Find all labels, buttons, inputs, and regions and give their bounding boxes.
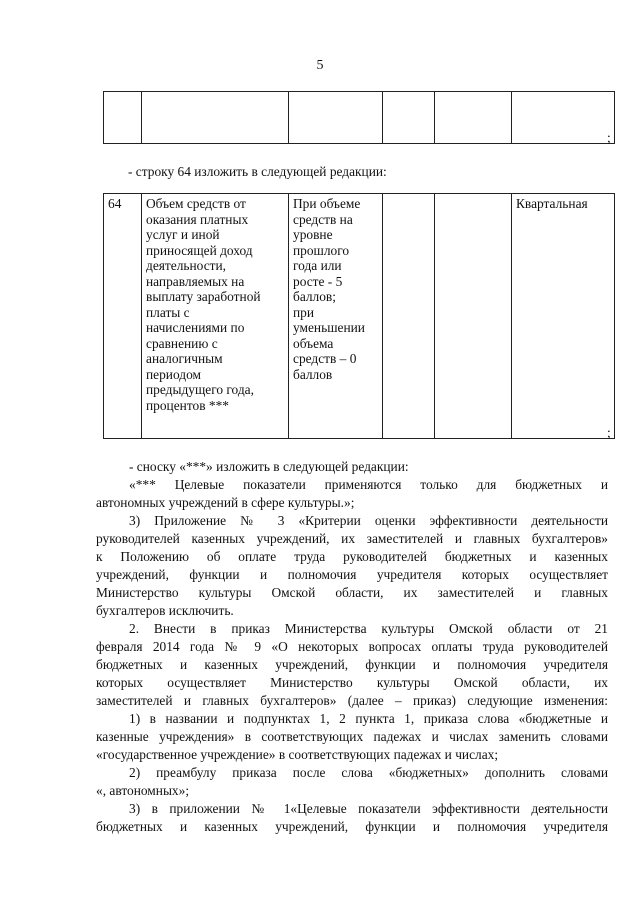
row-number-cell: 64 bbox=[104, 194, 142, 439]
text-line: к Положению об оплате труда руководителей бюджетных и казенных bbox=[96, 549, 608, 564]
text-line: 2) преамбулу приказа после слова «бюджетных» дополнить словами bbox=[129, 765, 608, 780]
text-line: автономных учреждений в сфере культуры.»; bbox=[96, 495, 355, 510]
text-line: бюджетных и казенных учреждений, функции и полномочия учредителя bbox=[96, 819, 608, 834]
criteria-line: баллов bbox=[293, 366, 333, 382]
criteria-line: росте - 5 bbox=[293, 273, 343, 289]
indicator-line: предыдущего года, bbox=[146, 382, 254, 397]
table-cell bbox=[435, 92, 512, 144]
indicator-line: начислениями по bbox=[146, 320, 245, 335]
criteria-line: средств – 0 bbox=[293, 351, 357, 366]
text-line: руководителей казенных учреждений, их заместителей и главных бухгалтеров» bbox=[96, 531, 608, 546]
text-line: казенные учреждения» в соответствующих падежах и числах заменить словами bbox=[96, 729, 608, 744]
text-line: учреждений, функции и полномочия учредителя которых осуществляет bbox=[96, 567, 608, 582]
text-line: бухгалтеров исключить. bbox=[96, 603, 234, 618]
table-row-64 bbox=[103, 193, 615, 439]
table-cell bbox=[383, 92, 435, 144]
indicator-line: процентов *** bbox=[146, 397, 229, 413]
text-line: 1) в названии и подпунктах 1, 2 пункта 1, приказа слова «бюджетные и bbox=[129, 711, 608, 726]
indicator-line: приносящей доход bbox=[146, 242, 253, 258]
table-top-row bbox=[103, 91, 615, 144]
criteria-line: года или bbox=[293, 258, 342, 273]
text-line: заместителей и главных бухгалтеров» (далее – приказ) следующие изменения: bbox=[96, 693, 608, 708]
indicator-line: оказания платных bbox=[146, 211, 249, 227]
criteria-line: При объеме bbox=[293, 196, 361, 211]
table-cell bbox=[512, 92, 615, 144]
indicator-name-cell bbox=[142, 194, 289, 439]
empty-cell bbox=[435, 194, 512, 439]
row64-heading: - строку 64 изложить в следующей редакции: bbox=[128, 164, 387, 179]
criteria-line: уменьшении bbox=[293, 320, 365, 335]
indicator-line: направляемых на bbox=[146, 273, 245, 289]
criteria-line: при bbox=[293, 304, 315, 320]
indicator-line: платы с bbox=[146, 304, 190, 320]
criteria-line: средств на bbox=[293, 211, 353, 227]
text-line: «, автономных»; bbox=[96, 783, 190, 798]
text-line: 2. Внести в приказ Министерства культуры Омской области от 21 bbox=[129, 621, 608, 636]
end-mark: ; bbox=[607, 130, 611, 145]
indicator-line: услуг и иной bbox=[146, 227, 220, 242]
text-line: - сноску «***» изложить в следующей редакции: bbox=[129, 459, 409, 474]
end-mark: ; bbox=[607, 425, 611, 440]
criteria-line: объема bbox=[293, 335, 334, 351]
indicator-line: Объем средств от bbox=[146, 196, 246, 211]
indicator-line: выплату заработной bbox=[146, 289, 261, 304]
table-cell bbox=[289, 92, 383, 144]
criteria-line: уровне bbox=[293, 227, 333, 242]
text-line: февраля 2014 года № 9 «О некоторых вопросах оплаты труда руководителей bbox=[96, 639, 608, 654]
periodicity-cell: Квартальная bbox=[512, 194, 615, 439]
text-line: Министерство культуры Омской области, их заместителей и главных bbox=[96, 585, 608, 600]
text-line: которых осуществляет Министерство культуры Омской области, их bbox=[96, 675, 608, 690]
empty-cell bbox=[383, 194, 435, 439]
indicator-line: аналогичным bbox=[146, 351, 223, 366]
table-cell bbox=[104, 92, 142, 144]
criteria-line: баллов; bbox=[293, 289, 336, 304]
text-line: 3) Приложение № 3 «Критерии оценки эффективности деятельности bbox=[129, 513, 608, 528]
page-number: 5 bbox=[316, 58, 324, 73]
table-cell bbox=[142, 92, 289, 144]
criteria-line: прошлого bbox=[293, 242, 350, 258]
criteria-cell bbox=[289, 194, 383, 439]
text-line: «государственное учреждение» в соответствующих падежах и числах; bbox=[96, 747, 499, 762]
text-line: «*** Целевые показатели применяются только для бюджетных и bbox=[129, 477, 608, 492]
indicator-line: деятельности, bbox=[146, 258, 227, 273]
indicator-line: сравнению с bbox=[146, 335, 218, 351]
text-line: бюджетных и казенных учреждений, функции и полномочия учредителя bbox=[96, 657, 608, 672]
text-line: 3) в приложении № 1«Целевые показатели эффективности деятельности bbox=[129, 801, 608, 816]
indicator-line: периодом bbox=[146, 366, 202, 382]
